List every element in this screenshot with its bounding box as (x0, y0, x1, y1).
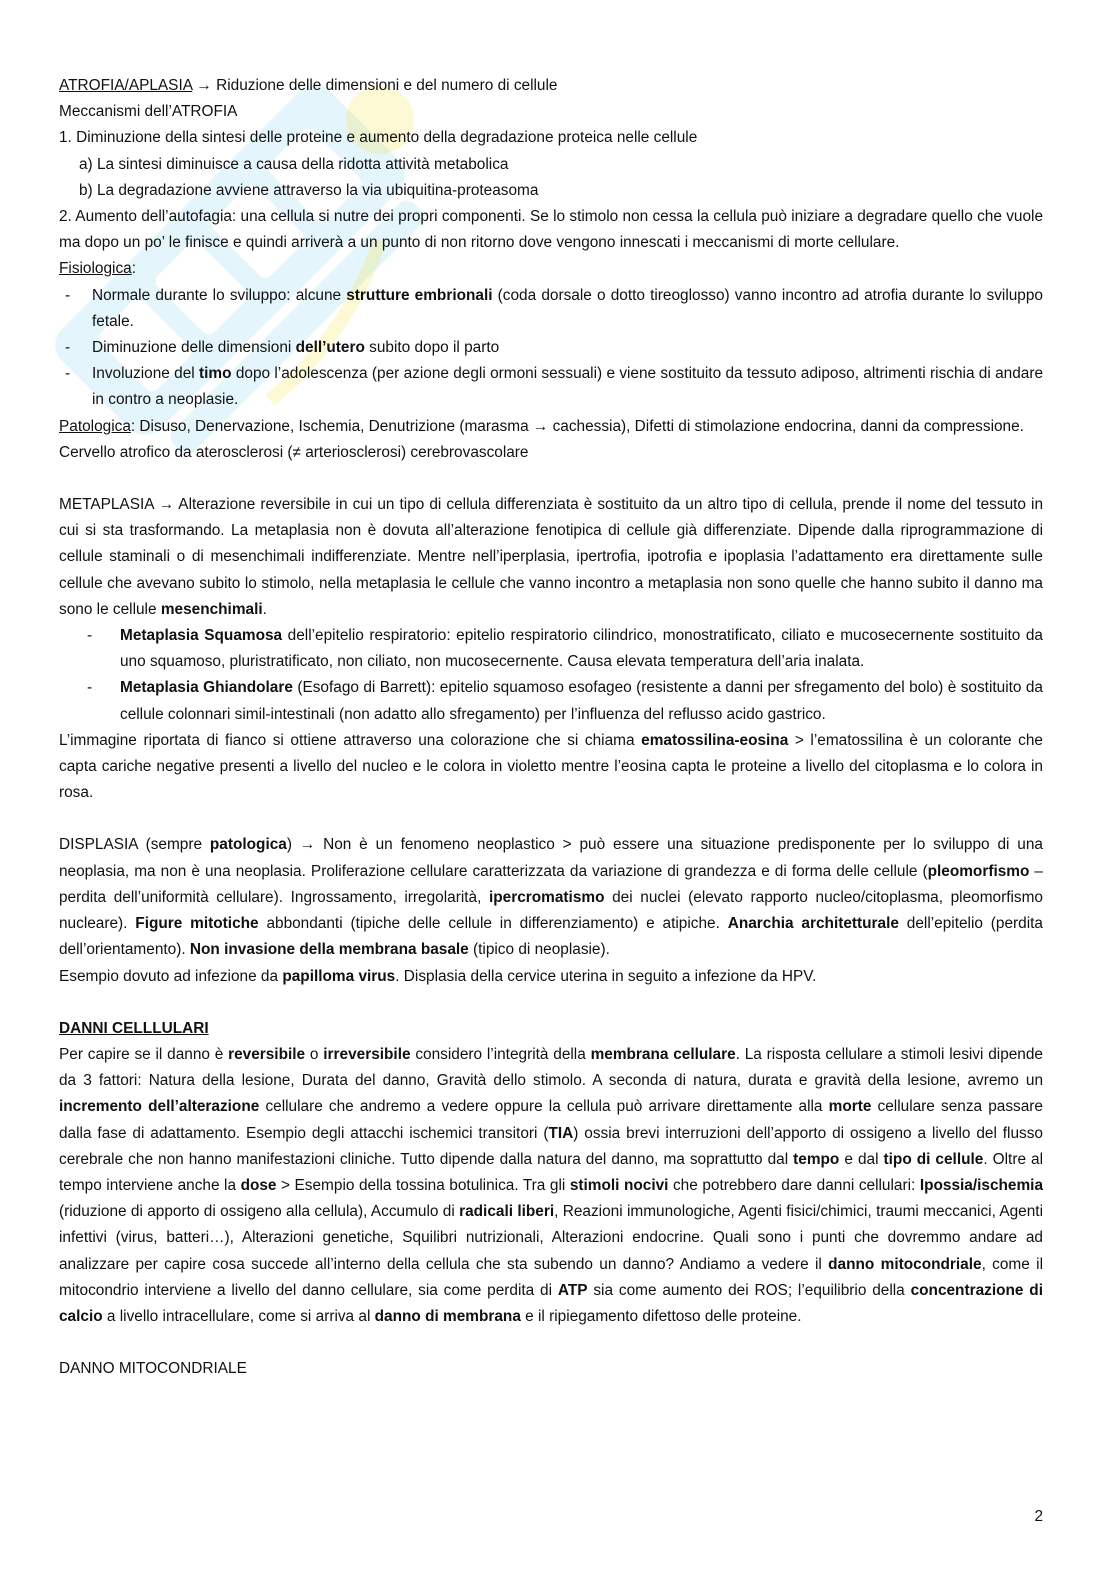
papilloma-line: Esempio dovuto ad infezione da papilloma virus. Displasia della cervice uterina in seguito a infezione da HPV. (59, 967, 817, 985)
spacer (59, 466, 1043, 492)
spacer (59, 1330, 1043, 1356)
danno-mitocondriale-heading: DANNO MITOCONDRIALE (59, 1360, 247, 1378)
mechanism-2: 2. Aumento dell’autofagia: una cellula si nutre dei propri componenti. Se lo stimolo non cessa la cellula può iniziare a degradare quello che vuole ma dopo un po’ le finisce e quindi arriverà a un punto di non ritorno dove vengono innescati i meccanismi di morte cellulare. (59, 208, 1043, 252)
list-item: - Diminuzione delle dimensioni dell’utero subito dopo il parto (65, 339, 500, 357)
danni-cellulari-heading: DANNI CELLLULARI (59, 1019, 209, 1037)
list-item: - Metaplasia Ghiandolare (Esofago di Barrett): epitelio squamoso esofageo (resistente a danni per sfregamento del bolo) è sostituito da cellule colonnari simil-intestinali (non adatto allo sfregamento) per l’influenza del reflusso acido gastrico. (87, 679, 1043, 723)
list-item: - Metaplasia Squamosa dell’epitelio respiratorio: epitelio respiratorio cilindrico, monostratificato, ciliato e mucosecernente sostituito da uno squamoso, pluristratificato, non ciliato, non mucosecernente. Causa elevata temperatura dell’aria inalata. (87, 627, 1043, 671)
ematossilina-paragraph: L’immagine riportata di fianco si ottiene attraverso una colorazione che si chiama ematossilina-eosina > l’ematossilina è un colorante che capta cariche negative presenti a livello del nucleo e le colora in violetto mentre l’eosina capta le proteine a livello del citoplasma e lo colora in rosa. (59, 731, 1043, 802)
document-body (59, 73, 1043, 1382)
patologica-paragraph: Patologica: Disuso, Denervazione, Ischemia, Denutrizione (marasma → cachessia), Difetti di stimolazione endocrina, danni da compressione. (59, 417, 1024, 435)
page-number: 2 (1034, 1508, 1043, 1525)
spacer (59, 806, 1043, 832)
danni-cellulari-paragraph: Per capire se il danno è reversibile o irreversibile considero l’integrità della membrana cellulare. La risposta cellulare a stimoli lesivi dipende da 3 fattori: Natura della lesione, Durata del danno, Gravità dello stimolo. A seconda di natura, durata e gravità della lesione, avremo un incremento dell’alterazione cellulare che andremo a vedere oppure la cellula può arrivare direttamente alla morte cellulare senza passare dalla fase di adattamento. Esempio degli attacchi ischemici transitori (TIA) ossia brevi interruzioni dell’apporto di ossigeno a livello del flusso cerebrale che non hanno manifestazioni cliniche. Tutto dipende dalla natura del danno, ma soprattutto dal tempo e dal tipo di cellule. Oltre al tempo interviene anche la dose > Esempio della tossina botulinica. Tra gli stimoli nocivi che potrebbero dare danni cellulari: Ipossia/ischemia (riduzione di apporto di ossigeno alla cellula), Accumulo di radicali liberi, Reazioni immunologiche, Agenti fisici/chimici, traumi meccanici, Agenti infettivi (virus, batteri…), Alterazioni genetiche, Squilibri nutrizionali, Alterazioni endocrine. Quali sono i punti che dovremmo andare ad analizzare per capire cosa succede all’interno della cellula che sta subendo un danno? Andiamo a vedere il danno mitocondriale, come il mitocondrio interviene a livello del danno cellulare, sia come perdita di ATP sia come aumento dei ROS; l’equilibrio della concentrazione di calcio a livello intracellulare, come si arriva al danno di membrana e il ripiegamento difettoso delle proteine. (59, 1045, 1044, 1325)
atrofia-title-line: ATROFIA/APLASIA → Riduzione delle dimensioni e del numero di cellule (59, 77, 558, 94)
displasia-paragraph: DISPLASIA (sempre patologica) → Non è un fenomeno neoplastico > può essere una situazione predisponente per lo sviluppo di una neoplasia, ma non è una neoplasia. Proliferazione cellulare caratterizzata da variazione di grandezza e di forma delle cellule (pleomorfismo – perdita dell’uniformità cellulare). Ingrossamento, irregolarità, ipercromatismo dei nuclei (elevato rapporto nucleo/citoplasma, pleomorfismo nucleare). Figure mitotiche abbondanti (tipiche delle cellule in differenziamento) e atipiche. Anarchia architetturale dell’epitelio (perdita dell’orientamento). Non invasione della membrana basale (tipico di neoplasie). (59, 836, 1043, 959)
mechanism-1a: a) La sintesi diminuisce a causa della ridotta attività metabolica (79, 155, 509, 173)
metaplasia-paragraph: METAPLASIA → Alterazione reversibile in cui un tipo di cellula differenziata è sostituito da un altro tipo di cellula, prende il nome del tessuto in cui si sta trasformando. La metaplasia non è dovuta all’alterazione fenotipica di cellule già differenziate. Dipende dalla riprogrammazione di cellule staminali o di mesenchimali indifferenziate. Mentre nell’iperplasia, ipertrofia, ipotrofia e ipoplasia l’adattamento era direttamente sulle cellule che avevano subito lo stimolo, nella metaplasia le cellule che vanno incontro a metaplasia non sono quelle che hanno subito il danno ma sono le cellule mesenchimali. (59, 496, 1043, 618)
fisiologica-label-line: Fisiologica: (59, 260, 136, 278)
cervello-line: Cervello atrofico da aterosclerosi (≠ arteriosclerosi) cerebrovascolare (59, 443, 529, 461)
mechanism-1: 1. Diminuzione della sintesi delle proteine e aumento della degradazione proteica nelle cellule (59, 129, 698, 147)
atrofia-heading: ATROFIA/APLASIA (59, 77, 193, 94)
spacer (59, 990, 1043, 1016)
atrofia-mechanisms-heading: Meccanismi dell’ATROFIA (59, 103, 238, 121)
list-item: - Involuzione del timo dopo l’adolescenza (per azione degli ormoni sessuali) e viene sostituito da tessuto adiposo, altrimenti rischia di andare in contro a neoplasie. (65, 365, 1044, 409)
mechanism-1b: b) La degradazione avviene attraverso la via ubiquitina-proteasoma (79, 181, 539, 199)
list-item: - Normale durante lo sviluppo: alcune strutture embrionali (coda dorsale o dotto tireoglosso) vanno incontro ad atrofia durante lo sviluppo fetale. (65, 286, 1043, 330)
